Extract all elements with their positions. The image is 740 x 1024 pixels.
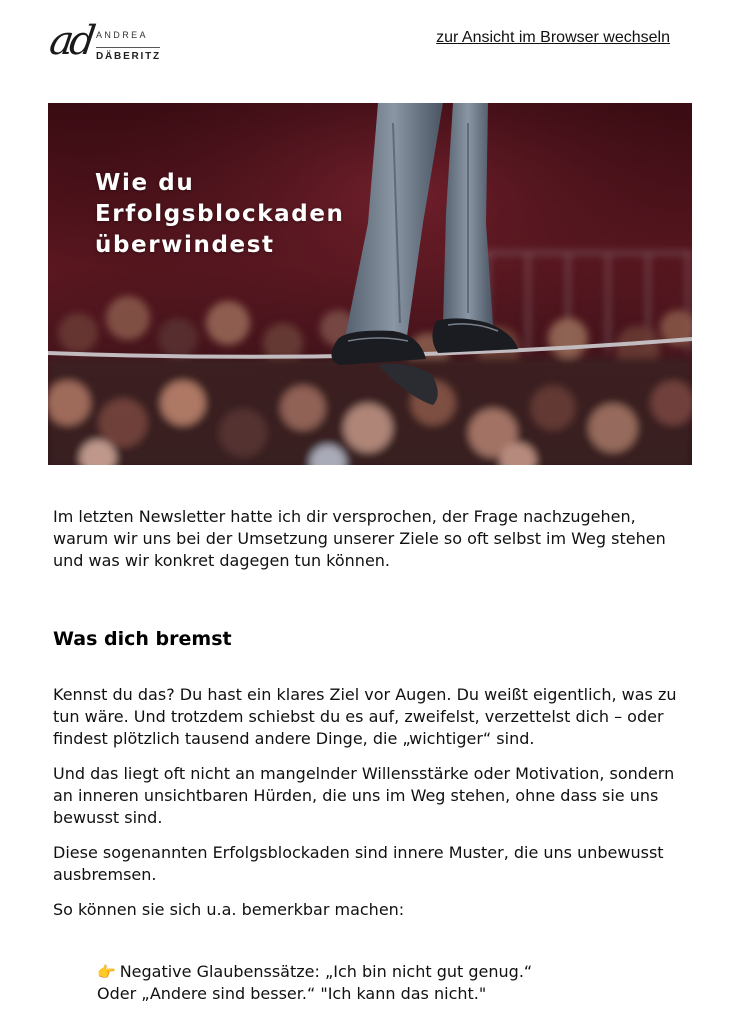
logo-first-name: ANDREA: [96, 30, 148, 40]
list-item: [97, 961, 657, 1005]
bullet-list: [97, 961, 657, 1023]
logo-divider: [96, 47, 160, 48]
logo-mark: ad: [46, 18, 95, 64]
logo[interactable]: [46, 16, 170, 74]
view-in-browser-link[interactable]: zur Ansicht im Browser wechseln: [436, 29, 670, 46]
section-body: [53, 684, 693, 934]
hero-title-line-1: Wie du: [95, 170, 195, 196]
list-item-line-1: Negative Glaubenssätze: „Ich bin nicht gut genug.“: [119, 962, 533, 981]
logo-last-name: DÄBERITZ: [96, 51, 161, 62]
intro-paragraph: Im letzten Newsletter hatte ich dir versprochen, der Frage nachzugehen, warum wir uns bei der Umsetzung unserer Ziele so oft selbst im Weg stehen und was wir konkret dagegen tun können.: [53, 507, 666, 570]
body-paragraph: So können sie sich u.a. bemerkbar machen:: [53, 900, 405, 919]
tightrope-walker-photo: [48, 103, 692, 465]
body-paragraph: Und das liegt oft nicht an mangelnder Willensstärke oder Motivation, sondern an inneren unsichtbaren Hürden, die uns im Weg stehen, ohne dass sie uns bewusst sind.: [53, 764, 675, 827]
section-heading: Was dich bremst: [53, 628, 232, 650]
hero-title-line-3: überwindest: [95, 232, 275, 258]
hero-image: [48, 103, 692, 465]
body-paragraph: Kennst du das? Du hast ein klares Ziel vor Augen. Du weißt eigentlich, was zu tun wäre. Und trotzdem schiebst du es auf, zweifelst, verzettelst dich – oder findest plötzlich tausend andere Dinge, die „wichtiger“ sind.: [53, 685, 677, 748]
body-paragraph: Diese sogenannten Erfolgsblockaden sind innere Muster, die uns unbewusst ausbremsen.: [53, 843, 664, 884]
hero-title: [95, 168, 395, 261]
hero-title-line-2: Erfolgsblockaden: [95, 201, 345, 227]
intro-section: [53, 506, 693, 572]
pointing-hand-icon: 👉: [97, 963, 116, 981]
email-header: [0, 0, 740, 100]
list-item-line-2: Oder „Andere sind besser.“ "Ich kann das nicht.": [97, 984, 487, 1003]
